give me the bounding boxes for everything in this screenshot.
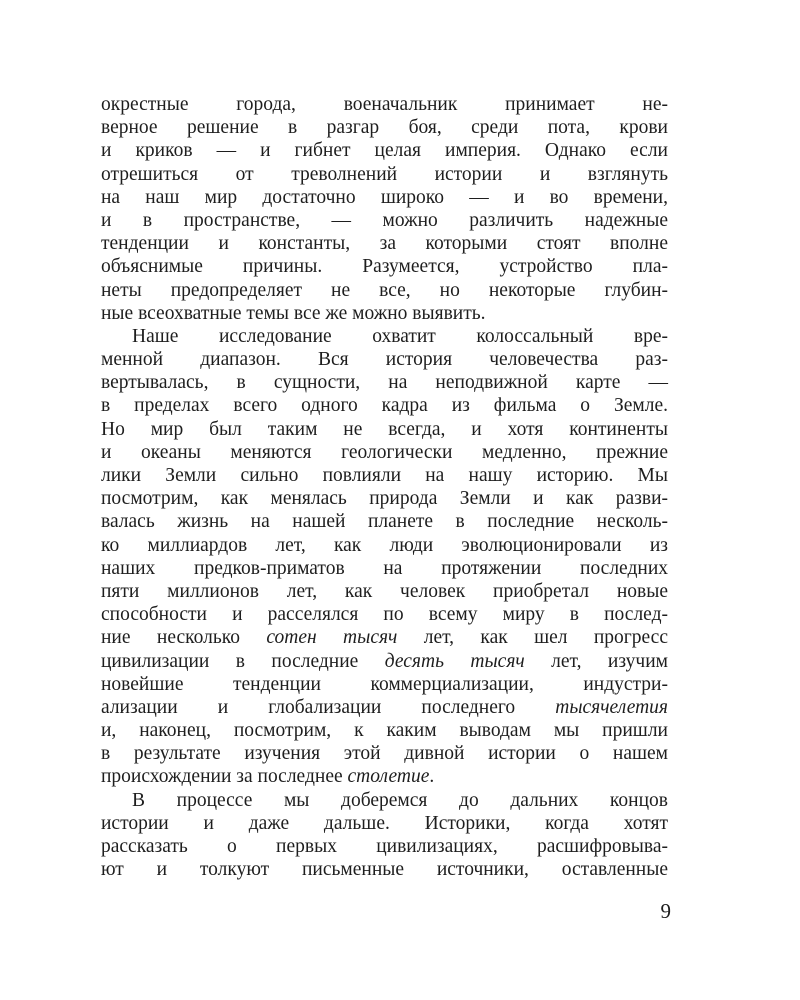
text-segment: ние несколько [101, 627, 267, 649]
text-line [101, 789, 668, 812]
text-line [101, 603, 668, 626]
text-segment: способности и расселялся по всему миру в послед- [101, 604, 668, 626]
text-segment: в результате изучения этой дивной истории о нашем [101, 743, 668, 765]
text-segment: и криков — и гибнет целая империя. Однако если [101, 140, 668, 162]
text-line [101, 464, 668, 487]
text-segment: истории и даже дальше. Историки, когда хотят [101, 812, 668, 834]
text-line [101, 835, 668, 858]
text-line [101, 673, 668, 696]
text-segment: валась жизнь на нашей планете в последние несколь- [101, 511, 668, 533]
text-line [101, 279, 668, 302]
text-segment: Но мир был таким не всегда, и хотя континенты [101, 418, 668, 440]
text-line [101, 487, 668, 510]
text-line [101, 534, 668, 557]
text-segment: лет, как шел прогресс [397, 627, 668, 649]
italic-emphasis: тысячелетия [555, 696, 668, 718]
text-segment: вертывалась, в сущности, на неподвижной карте — [101, 372, 668, 394]
text-line [101, 348, 668, 371]
text-line [101, 812, 668, 835]
text-line [101, 232, 668, 255]
text-segment: верное решение в разгар боя, среди пота, крови [101, 117, 668, 139]
italic-emphasis: сотен тысяч [266, 627, 398, 649]
italic-emphasis: столетие [347, 766, 430, 788]
text-line [101, 742, 668, 765]
text-segment: ко миллиардов лет, как люди эволюционировали из [101, 534, 668, 556]
text-segment: в пределах всего одного кадра из фильма о Земле. [101, 395, 668, 417]
text-segment: наших предков-приматов на протяжении последних [101, 557, 668, 579]
text-segment: ализации и глобализации последнего [101, 696, 556, 718]
text-line [101, 209, 668, 232]
text-line [101, 580, 668, 603]
text-line [101, 116, 668, 139]
italic-emphasis: десять тысяч [384, 650, 525, 672]
text-line [101, 696, 668, 719]
text-segment: окрестные города, военачальник принимает не- [101, 94, 668, 115]
text-segment: и океаны меняются геологически медленно, прежние [101, 441, 668, 463]
text-line [101, 93, 668, 116]
text-segment: пяти миллионов лет, как человек приобретал новые [101, 580, 668, 602]
text-line [101, 650, 668, 673]
text-segment: объяснимые причины. Разумеется, устройство пла- [101, 256, 668, 278]
text-line [101, 394, 668, 417]
text-line [101, 255, 668, 278]
text-segment: ные всеохватные темы все же можно выявить. [101, 302, 486, 324]
body-text [101, 93, 668, 881]
text-line [101, 557, 668, 580]
text-line [101, 186, 668, 209]
text-line [101, 510, 668, 533]
text-line [101, 302, 668, 325]
text-segment: и в пространстве, — можно различить надежные [101, 209, 668, 231]
text-segment: менной диапазон. Вся история человечества раз- [101, 349, 668, 371]
page-number: 9 [660, 899, 671, 923]
text-line [101, 765, 668, 788]
text-segment: и, наконец, посмотрим, к каким выводам мы пришли [101, 720, 668, 742]
text-segment: неты предопределяет не все, но некоторые глубин- [101, 279, 668, 301]
text-segment: тенденции и константы, за которыми стоят вполне [101, 233, 668, 255]
text-line [101, 139, 668, 162]
text-segment: на наш мир достаточно широко — и во времени, [101, 186, 668, 208]
text-segment: отрешиться от треволнений истории и взглянуть [101, 163, 668, 185]
text-segment: ют и толкуют письменные источники, оставленные [101, 859, 668, 881]
text-segment: новейшие тенденции коммерциализации, индустри- [101, 673, 668, 695]
text-segment: цивилизации в последние [101, 650, 385, 672]
text-line [101, 371, 668, 394]
text-segment: посмотрим, как менялась природа Земли и как разви- [101, 488, 668, 510]
text-line [101, 325, 668, 348]
text-segment: лет, изучим [524, 650, 668, 672]
text-line [101, 441, 668, 464]
text-segment: рассказать о первых цивилизациях, расшифровыва- [101, 836, 668, 857]
text-segment: . [429, 766, 435, 788]
text-line [101, 858, 668, 881]
text-line [101, 163, 668, 186]
text-segment: лики Земли сильно повлияли на нашу историю. Мы [101, 465, 668, 486]
text-segment: Наше исследование охватит колоссальный вре- [132, 325, 668, 347]
text-line [101, 626, 668, 649]
text-segment: происхождении за последнее [101, 766, 348, 788]
text-segment: В процессе мы доберемся до дальних концов [132, 789, 668, 811]
text-line [101, 418, 668, 441]
text-line [101, 719, 668, 742]
